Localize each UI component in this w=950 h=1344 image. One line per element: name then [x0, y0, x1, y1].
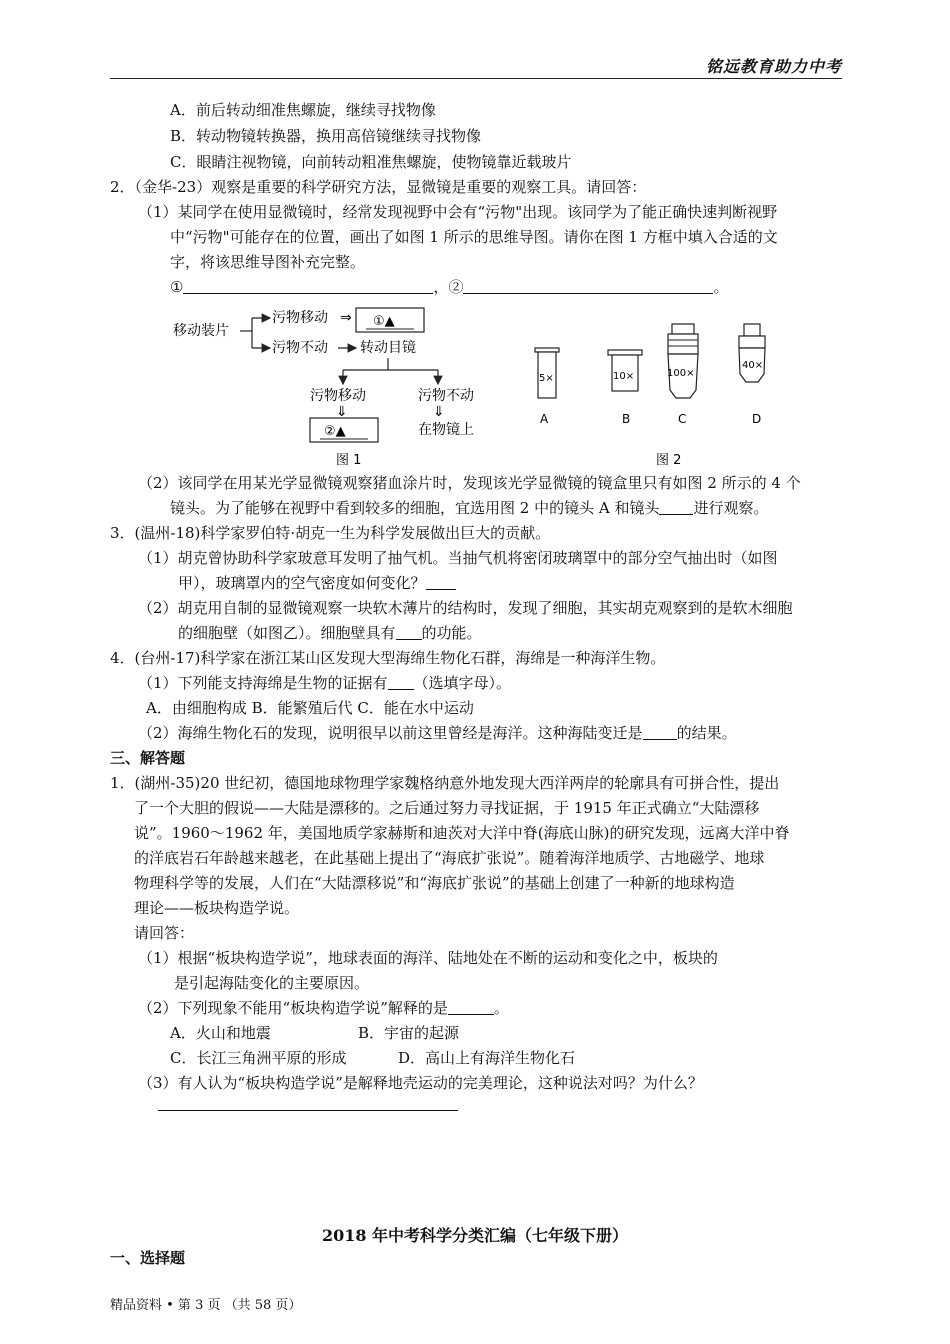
answer-blank-change[interactable]: [643, 723, 677, 740]
q2-part2-post: 进行观察。: [693, 499, 769, 517]
label-dirt-moves: 污物移动: [272, 310, 328, 326]
a1-part1-line1: （1）根据“板块构造学说”，地球表面的海洋、陆地处在不断的运动和变化之中，板块的: [138, 949, 718, 967]
blank-end: 。: [713, 278, 729, 296]
lens-d: [739, 324, 765, 426]
page-header: [110, 50, 842, 79]
q2-part1-line1: （1）某同学在使用显微镜时，经常发现视野中会有“污物"出现。该同学为了能正确快速判断视野: [138, 203, 778, 221]
answer-blank-2[interactable]: [463, 277, 713, 294]
a1-part3: （3）有人认为“板块构造学说”是解释地壳运动的完美理论，这种说法对吗？为什么？: [138, 1074, 703, 1092]
answer-blank-cellwall[interactable]: [396, 623, 422, 640]
a1-part1-line2: 是引起海陆变化的主要原因。: [174, 974, 370, 992]
figure-1-caption: 图 1: [336, 453, 362, 468]
q2-answer-blanks: [170, 277, 728, 297]
question-4: 4．(台州-17)科学家在浙江某山区发现大型海绵生物化石群，海绵是一种海洋生物。: [110, 649, 666, 667]
label-on-objective: 在物镜上: [418, 422, 474, 438]
section-3-heading: 三、解答题: [110, 749, 186, 767]
answer-blank-density[interactable]: [426, 573, 456, 590]
a1-part2: [138, 998, 509, 1018]
q4-part1-post: （选填字母）。: [413, 674, 512, 692]
answer-line-part3[interactable]: [158, 1110, 458, 1111]
lens-a-label: A: [540, 412, 549, 426]
lens-d-label: D: [752, 412, 762, 426]
label-move-slide: 移动装片: [173, 323, 229, 339]
lens-b-label: B: [622, 412, 631, 426]
a1-option-a: A．火山和地震: [170, 1024, 271, 1042]
q2-part2-pre: 镜头。为了能够在视野中看到较多的细胞，宜选用图 2 中的镜头 A 和镜头: [170, 499, 660, 517]
option-c: C．眼睛注视物镜，向前转动粗准焦螺旋，使物镜靠近载玻片: [170, 153, 572, 171]
q4-part1-pre: （1）下列能支持海绵是生物的证据有: [138, 674, 388, 692]
q3-part2-line1: （2）胡克用自制的显微镜观察一块软木薄片的结构时，发现了细胞，其实胡克观察到的是软木细胞: [138, 599, 793, 617]
lens-c: [667, 324, 698, 426]
q3-part1-line1: （1）胡克曾协助科学家玻意耳发明了抽气机。当抽气机将密闭玻璃罩中的部分空气抽出时（如图: [138, 549, 778, 567]
figure-2-lenses: [520, 318, 790, 470]
question-2: 2．（金华-23）观察是重要的科学研究方法，显微镜是重要的观察工具。请回答：: [110, 178, 647, 196]
header-brand: 铭远教育助力中考: [705, 57, 842, 76]
q4-part2: [138, 723, 737, 743]
answer-blank-theory[interactable]: [448, 998, 494, 1015]
q3-part2-pre: 的细胞壁（如图乙）。细胞壁具有: [178, 624, 396, 642]
q4-part1: [138, 673, 511, 693]
section-1-heading: 一、选择题: [110, 1249, 186, 1267]
label-dirt-moves-2: 污物移动: [310, 388, 366, 404]
q2-part1-line3: 字，将该思维导图补充完整。: [170, 253, 366, 271]
a1-option-b: B．宇宙的起源: [358, 1024, 460, 1042]
a1-option-c: C．长江三角洲平原的形成: [170, 1049, 347, 1067]
page-footer: 精品资料 • 第 3 页 （共 58 页）: [110, 1298, 302, 1313]
svg-text:⇓: ⇓: [433, 404, 445, 420]
q3-part2-line2: [178, 623, 482, 643]
lens-c-power: 100×: [667, 368, 695, 379]
answer-blank-1[interactable]: [183, 277, 433, 294]
svg-text:⇓: ⇓: [336, 404, 348, 420]
option-b: B．转动物镜转换器，换用高倍镜继续寻找物像: [170, 127, 482, 145]
q2-part1-line2: 中“污物"可能存在的位置，画出了如图 1 所示的思维导图。请你在图 1 方框中填入合适的文: [170, 228, 778, 246]
a1-line4: 的洋底岩石年龄越来越老，在此基础上提出了“海底扩张说”。随着海洋地质学、古地磁学、地球: [134, 849, 765, 867]
a1-line2: 了一个大胆的假说——大陆是漂移的。之后通过努力寻找证据，于 1915 年正式确立“大陆漂移: [134, 799, 760, 817]
answer-blank-lens[interactable]: [659, 498, 693, 515]
figure-2-caption: 图 2: [656, 453, 682, 468]
q3-part1-pre: 甲），玻璃罩内的空气密度如何变化？: [178, 574, 426, 592]
a1-part2-pre: （2）下列现象不能用“板块构造学说”解释的是: [138, 999, 448, 1017]
box-2-text: ②▲: [324, 424, 346, 439]
a1-line3: 说”。1960～1962 年，美国地质学家赫斯和迪茨对大洋中脊(海底山脉)的研究发现，远离大洋中脊: [134, 824, 790, 842]
lens-a: [535, 348, 559, 426]
svg-text:⇒: ⇒: [340, 310, 352, 326]
q2-part2-line2: [170, 498, 768, 518]
question-3: 3．(温州-18)科学家罗伯特·胡克一生为科学发展做出巨大的贡献。: [110, 524, 551, 542]
a1-line5: 物理科学等的发展，人们在“大陆漂移说”和“海底扩张说”的基础上创建了一种新的地球构造: [134, 874, 735, 892]
lens-a-power: 5×: [539, 373, 554, 384]
lens-b-power: 10×: [613, 371, 635, 382]
figure-1-mind-map: [168, 300, 498, 470]
q3-part2-post: 的功能。: [421, 624, 482, 642]
q4-part2-post: 的结果。: [676, 724, 737, 742]
q4-options: A．由细胞构成 B．能繁殖后代 C．能在水中运动: [146, 699, 474, 717]
q4-part2-pre: （2）海绵生物化石的发现，说明很早以前这里曾经是海洋。这种海陆变迁是: [138, 724, 643, 742]
a1-option-d: D．高山上有海洋生物化石: [398, 1049, 576, 1067]
option-a: A．前后转动细准焦螺旋，继续寻找物像: [170, 101, 436, 119]
label-dirt-still-2: 污物不动: [418, 388, 474, 404]
label-dirt-still: 污物不动: [272, 340, 328, 356]
a1-line6: 理论——板块构造学说。: [134, 899, 300, 917]
a1-prompt: 请回答：: [134, 924, 195, 942]
label-rotate-eyepiece: 转动目镜: [360, 340, 416, 356]
a1-part2-post: 。: [493, 999, 509, 1017]
blank-label-1: ①: [170, 278, 184, 296]
box-1-text: ①▲: [373, 314, 395, 329]
lens-d-power: 40×: [742, 360, 764, 371]
lens-c-label: C: [678, 412, 687, 426]
q2-part2-line1: （2）该同学在用某光学显微镜观察猪血涂片时，发现该光学显微镜的镜盒里只有如图 2 所示的 4 个: [138, 474, 801, 492]
answer-blank-evidence[interactable]: [388, 673, 414, 690]
blank-separator: ，②: [433, 278, 464, 296]
section-title: 2018 年中考科学分类汇编（七年级下册）: [321, 1226, 629, 1245]
lens-b: [608, 350, 642, 426]
a1-line1: 1．(湖州-35)20 世纪初，德国地球物理学家魏格纳意外地发现大西洋两岸的轮廓具有可拼合性，提出: [110, 774, 780, 792]
q3-part1-line2: [178, 573, 456, 593]
